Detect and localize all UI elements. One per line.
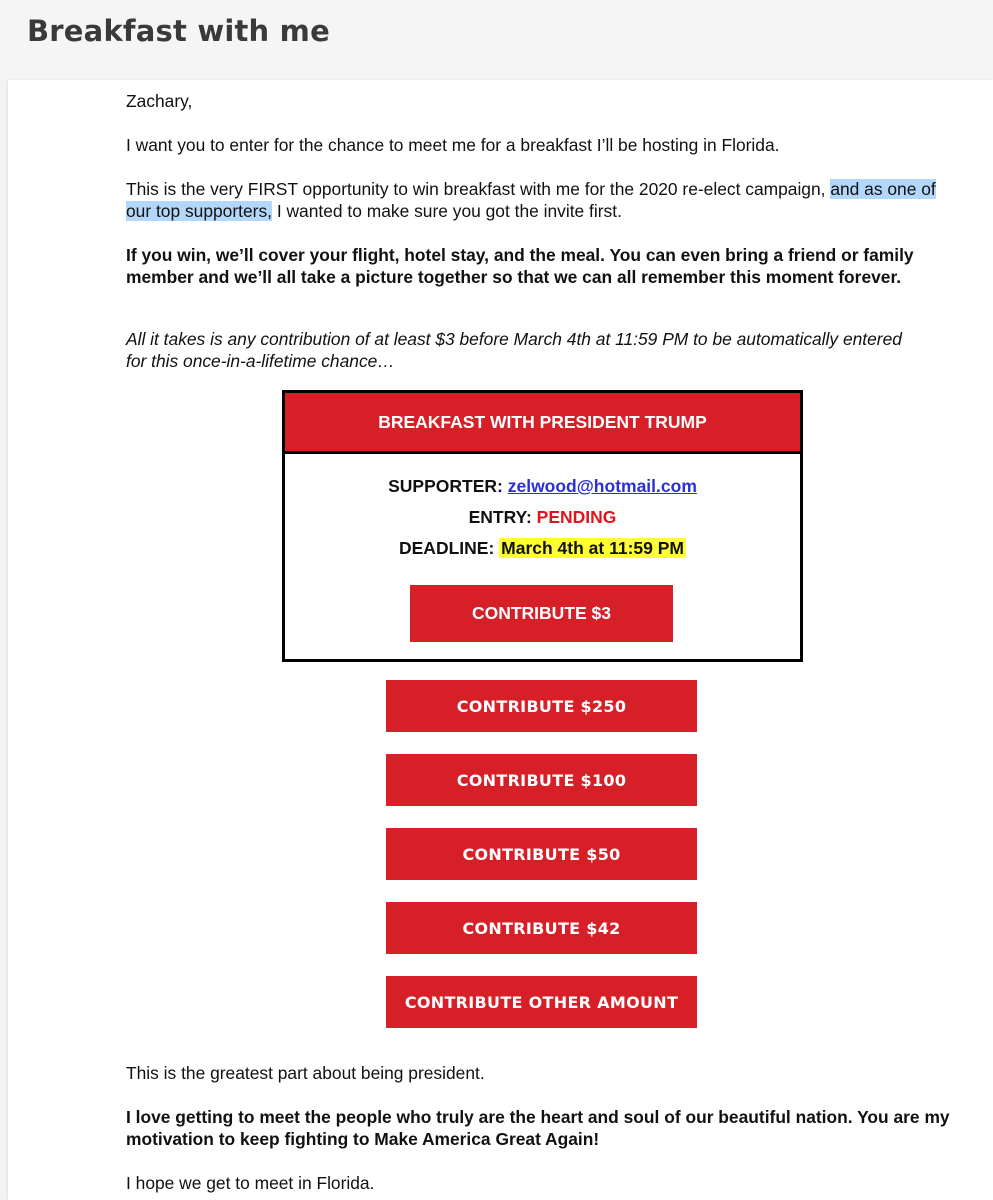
entry-card: [282, 390, 803, 662]
paragraph-intro: I want you to enter for the chance to meet me for a breakfast I’ll be hosting in Florida.: [126, 135, 780, 155]
selected-text-highlight[interactable]: and as one of our top supporters,: [126, 179, 936, 221]
supporter-row: [285, 476, 800, 497]
contribute-42-button[interactable]: CONTRIBUTE $42: [386, 902, 697, 954]
email-header: [0, 0, 993, 80]
paragraph-first-opportunity: [126, 178, 956, 222]
entry-status: PENDING: [536, 507, 617, 527]
entry-label: ENTRY:: [468, 507, 537, 527]
deadline-row: [285, 538, 800, 559]
paragraph-contribution-note: All it takes is any contribution of at least $3 before March 4th at 11:59 PM to be automatically entered for this once-in-a-lifetime chance…: [126, 329, 902, 371]
contribute-250-button[interactable]: CONTRIBUTE $250: [386, 680, 697, 732]
supporter-email-link[interactable]: zelwood@hotmail.com: [507, 476, 697, 496]
p2-text-before: This is the very FIRST opportunity to win breakfast with me for the 2020 re-elect campaign,: [126, 179, 831, 199]
paragraph-prize-details: If you win, we’ll cover your flight, hotel stay, and the meal. You can even bring a friend or family member and we’ll all take a picture together so that we can all remember this moment forever.: [126, 245, 914, 287]
p2-text-after: I wanted to make sure you got the invite first.: [271, 201, 622, 221]
deadline-label: DEADLINE:: [399, 538, 500, 558]
contribute-100-button[interactable]: CONTRIBUTE $100: [386, 754, 697, 806]
entry-row: [285, 507, 800, 528]
paragraph-greatest-part: This is the greatest part about being president.: [126, 1063, 485, 1084]
deadline-value: March 4th at 11:59 PM: [501, 538, 684, 558]
contribute-other-amount-button[interactable]: CONTRIBUTE OTHER AMOUNT: [386, 976, 697, 1028]
card-title: BREAKFAST WITH PRESIDENT TRUMP: [285, 393, 800, 454]
greeting: Zachary,: [126, 91, 193, 111]
supporter-label: SUPPORTER:: [388, 476, 508, 496]
contribute-3-button[interactable]: CONTRIBUTE $3: [410, 585, 673, 642]
email-subject: Breakfast with me: [27, 14, 330, 48]
contribute-50-button[interactable]: CONTRIBUTE $50: [386, 828, 697, 880]
paragraph-closing: I hope we get to meet in Florida.: [126, 1173, 375, 1194]
paragraph-motivation: I love getting to meet the people who truly are the heart and soul of our beautiful nation. You are my motivation to keep fighting to Make America Great Again!: [126, 1107, 950, 1150]
